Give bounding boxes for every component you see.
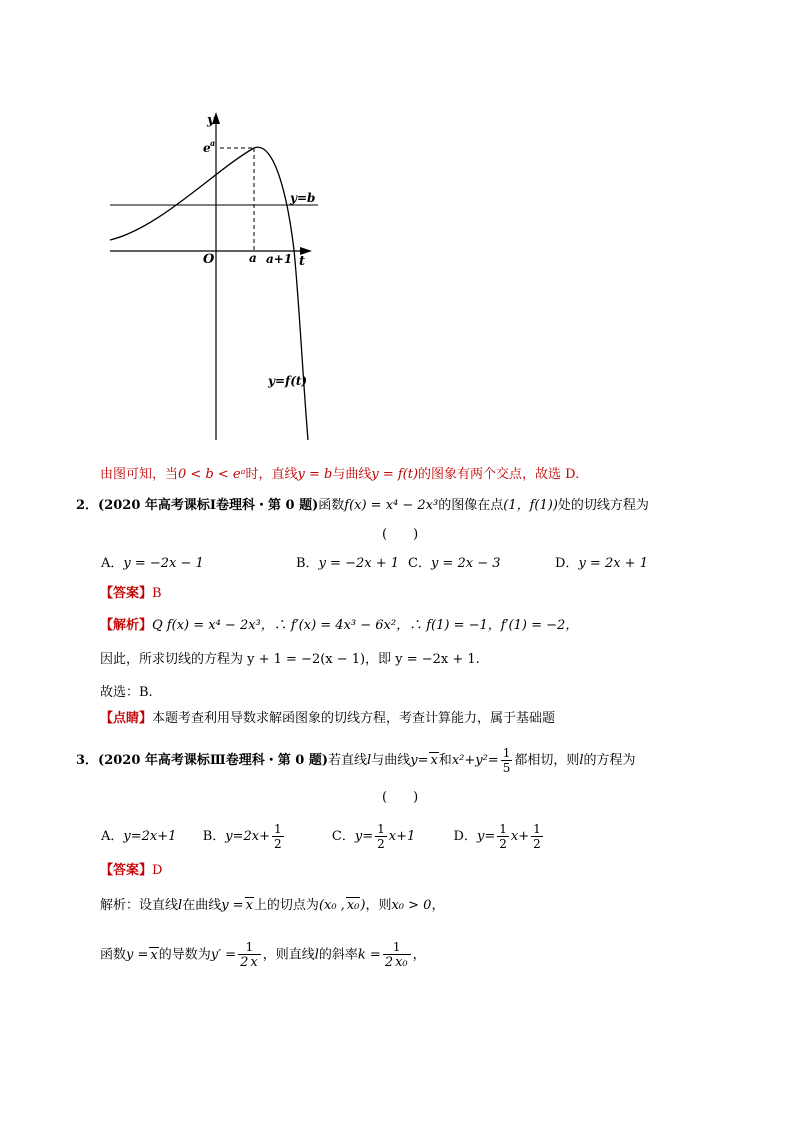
tick-a1-label: a+1: [266, 252, 293, 266]
frac-half-d1: $\frac{1}{2}$: [499, 822, 507, 851]
q2-analysis-2: 因此，所求切线的方程为 y + 1 = −2(x − 1)，即 y = −2x + 1.: [100, 652, 480, 667]
q3-options: A．y=2x+1 B．y=2x+ $\frac{1}{2}$ C．y= $\frac{1}{2}$ x+1 D．y= $\frac{1}{2}$ x+ $\frac{1}{2}$: [101, 822, 541, 851]
q3-solution-2: 函数y = x的导数为y′ = $\frac{1}{2 x}$ ，则直线l的斜率k = $\frac{1}{\text{2 x₀}}$ ，: [100, 940, 426, 970]
question-3-paren: ( ): [382, 790, 419, 805]
q3-answer: 【答案】D: [100, 863, 163, 878]
q2-option-d: D．y = 2x + 1: [555, 556, 648, 571]
frac-half-c: $\frac{1}{2}$: [377, 822, 385, 851]
function-graph: [0, 0, 794, 460]
q2-analysis-1: 【解析】Q f(x) = x⁴ − 2x³，∴ f′(x) = 4x³ − 6x²，∴ f(1) = −1，f′(1) = −2，: [100, 618, 579, 633]
tick-a-label: a: [249, 251, 257, 265]
question-2-stem: 2．(2020 年高考课标Ⅰ卷理科・第 0 题)函数f(x) = x⁴ − 2x³的图像在点(1，f(1))处的切线方程为: [76, 498, 649, 513]
question-2-paren: ( ): [382, 527, 419, 542]
q2-comment: 【点睛】本题考查利用导数求解函图象的切线方程，考查计算能力，属于基础题: [100, 711, 556, 726]
axis-t-label: t: [299, 254, 306, 269]
curve-label: y=f(t): [268, 374, 308, 388]
graph-conclusion: 由图可知，当0 < b < eᵃ时，直线y = b与曲线y = f(t)的图象有两个交点，故选 D.: [100, 467, 580, 482]
line-yb-label: y=b: [290, 191, 316, 205]
peak-sup: a: [210, 138, 216, 148]
frac-derivative: $\frac{1}{2 x}$: [238, 940, 261, 970]
q2-analysis-3: 故选：B.: [100, 685, 153, 700]
frac-slope: $\frac{1}{\text{2 x₀}}$: [383, 940, 411, 970]
axis-y-label: y: [207, 113, 215, 128]
question-3-stem: 3．(2020 年高考课标Ⅲ卷理科・第 0 题)若直线l与曲线y= x和x²+y²= $\frac{1}{5}$ 都相切，则l的方程为: [76, 746, 636, 775]
q2-option-c: C．y = 2x − 3: [408, 556, 501, 571]
frac-half-b: $\frac{1}{2}$: [273, 822, 282, 851]
q2-option-a: A．y = −2x − 1: [101, 556, 204, 571]
q3-solution-1: 解析：设直线l在曲线y = x上的切点为(x₀ , x₀)，则x₀ > 0，: [100, 898, 445, 913]
q2-answer: 【答案】B: [100, 586, 162, 601]
frac-one-fifth: $\frac{1}{5}$: [502, 746, 511, 775]
origin-label: O: [203, 252, 215, 267]
peak-label: e: [203, 141, 211, 155]
q2-option-b: B．y = −2x + 1: [296, 556, 399, 571]
frac-half-d2: $\frac{1}{2}$: [533, 822, 541, 851]
